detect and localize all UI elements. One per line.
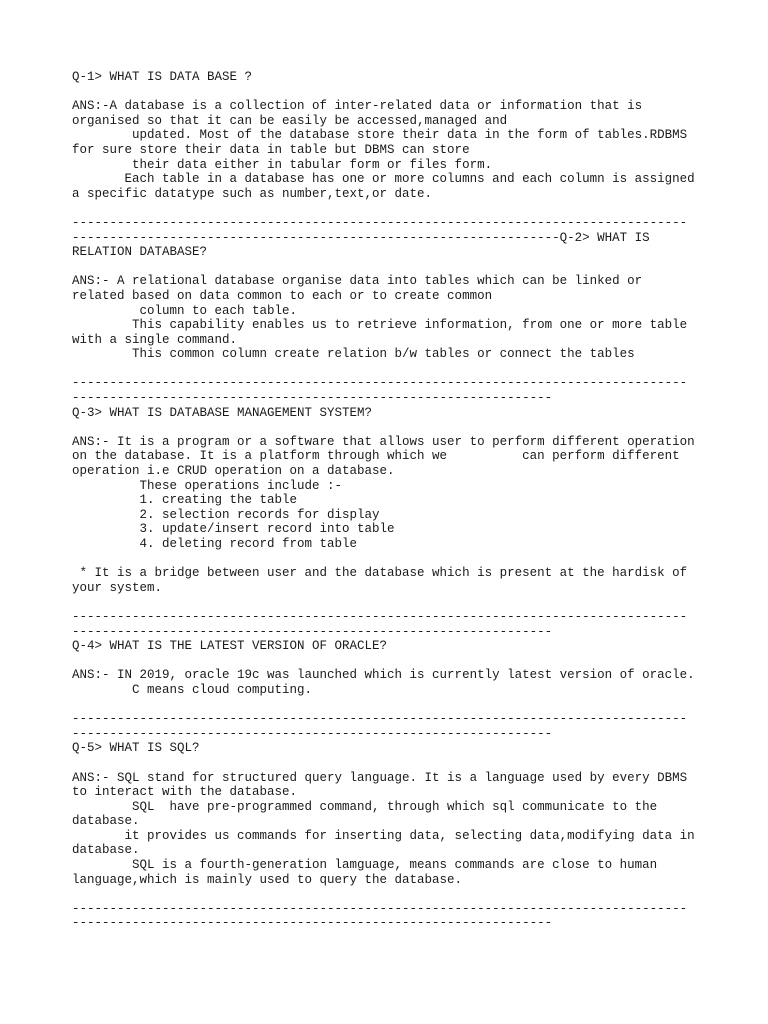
blank-line (72, 887, 695, 902)
q5-answer-line: ANS:- SQL stand for structured query language. It is a language used by every DBMS (72, 770, 688, 785)
separator-line: ---------------------------------------------------------------- (72, 624, 553, 639)
q4-answer-line: C means cloud computing. (72, 682, 313, 697)
q2-answer-line: with a single command. (72, 332, 238, 347)
separator-line: ---------------------------------------------------------------------------------- (72, 215, 688, 230)
q1-answer-line: organised so that it can be easily be accessed,managed and (72, 113, 508, 128)
q4-answer-line: ANS:- IN 2019, oracle 19c was launched which is currently latest version of oracle. (72, 668, 695, 683)
blank-line (72, 698, 695, 713)
q2-answer-line: ANS:- A relational database organise data into tables which can be linked or (72, 274, 643, 289)
separator-line: ---------------------------------------------------------------- (72, 726, 553, 741)
q3-answer-line: on the database. It is a platform through which we can perform different (72, 449, 680, 464)
q5-answer-line: to interact with the database. (72, 785, 298, 800)
q2-answer-line: This capability enables us to retrieve information, from one or more table (72, 318, 688, 333)
q1-answer-line: ANS:-A database is a collection of inter-related data or information that is (72, 99, 643, 114)
q2-answer-line: column to each table. (72, 303, 298, 318)
blank-line (72, 552, 695, 567)
q5-answer-line: language,which is mainly used to query the database. (72, 872, 463, 887)
q1-answer-line: a specific datatype such as number,text,or date. (72, 186, 433, 201)
q1-answer-line: their data either in tabular form or files form. (72, 157, 493, 172)
q5-answer-line: database. (72, 814, 140, 829)
q2-title: -----------------------------------------------------------------Q-2> WHAT IS (72, 230, 650, 245)
blank-line (72, 595, 695, 610)
separator-line: ---------------------------------------------------------------- (72, 916, 553, 931)
blank-line (72, 260, 695, 275)
separator-line: ---------------------------------------------------------------- (72, 391, 553, 406)
blank-line (72, 756, 695, 771)
q5-answer-line: it provides us commands for inserting data, selecting data,modifying data in (72, 828, 695, 843)
q1-answer-line: Each table in a database has one or more columns and each column is assigned (72, 172, 695, 187)
blank-line (72, 201, 695, 216)
q3-list-item: 4. deleting record from table (72, 537, 358, 551)
q3-list-item: 1. creating the table (72, 493, 298, 508)
q3-title: Q-3> WHAT IS DATABASE MANAGEMENT SYSTEM? (72, 405, 373, 420)
blank-line (72, 654, 695, 669)
separator-line: ---------------------------------------------------------------------------------- (72, 901, 688, 916)
q3-answer-line: ANS:- It is a program or a software that allows user to perform different operation (72, 434, 695, 449)
q1-title: Q-1> WHAT IS DATA BASE ? (72, 70, 253, 84)
q5-answer-line: SQL is a fourth-generation lamguage, means commands are close to human (72, 858, 658, 873)
separator-line: ---------------------------------------------------------------------------------- (72, 609, 688, 624)
blank-line (72, 420, 695, 435)
q3-list-item: 3. update/insert record into table (72, 522, 395, 537)
q3-note-line: your system. (72, 580, 163, 595)
q1-answer-line: for sure store their data in table but DBMS can store (72, 142, 470, 157)
q2-answer-line: This common column create relation b/w tables or connect the tables (72, 347, 635, 362)
q1-answer-line: updated. Most of the database store their data in the form of tables.RDBMS (72, 128, 688, 143)
blank-line (72, 362, 695, 377)
q3-answer-line: These operations include :- (72, 478, 343, 493)
q5-title: Q-5> WHAT IS SQL? (72, 741, 200, 756)
q2-title: RELATION DATABASE? (72, 245, 208, 260)
q3-answer-line: operation i.e CRUD operation on a database. (72, 464, 395, 479)
blank-line (72, 85, 695, 100)
q3-list-item: 2. selection records for display (72, 507, 380, 522)
q2-answer-line: related based on data common to each or to create common (72, 288, 493, 303)
separator-line: ---------------------------------------------------------------------------------- (72, 712, 688, 727)
q5-answer-line: database. (72, 843, 140, 858)
q5-answer-line: SQL have pre-programmed command, through which sql communicate to the (72, 799, 658, 814)
document-body (72, 70, 695, 931)
separator-line: ---------------------------------------------------------------------------------- (72, 376, 688, 391)
q3-note-line: * It is a bridge between user and the database which is present at the hardisk of (72, 566, 688, 581)
q4-title: Q-4> WHAT IS THE LATEST VERSION OF ORACLE? (72, 639, 388, 654)
